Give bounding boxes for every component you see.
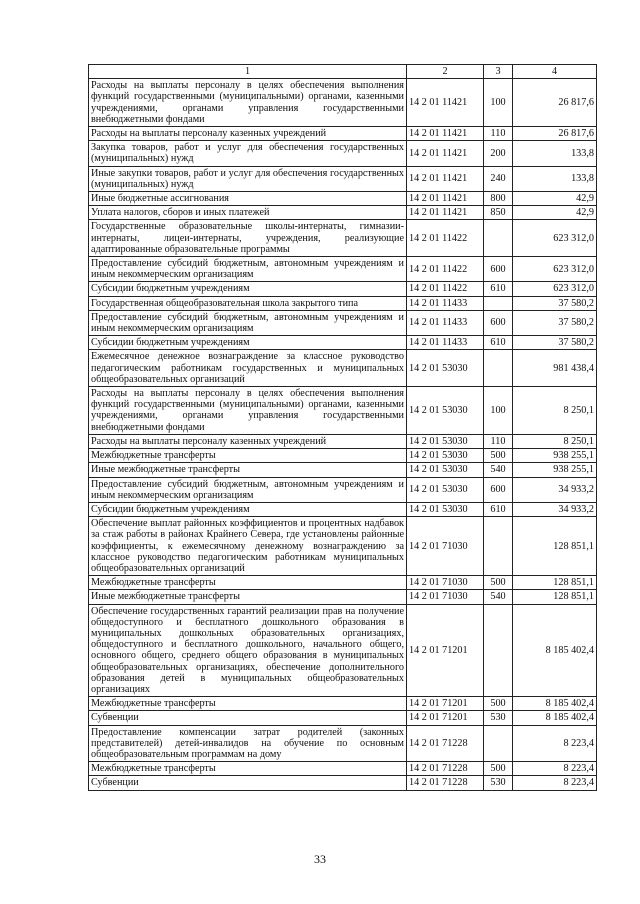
row-vr-cell: 200 — [484, 141, 513, 166]
table-row — [89, 387, 597, 435]
row-sum-cell: 8 223,4 — [513, 776, 597, 790]
row-name-cell: Государственная общеобразовательная школа закрытого типа — [89, 296, 407, 310]
row-vr-cell: 850 — [484, 206, 513, 220]
row-vr-cell: 600 — [484, 310, 513, 335]
row-vr-cell: 540 — [484, 463, 513, 477]
row-sum-cell: 42,9 — [513, 192, 597, 206]
row-sum-cell: 128 851,1 — [513, 590, 597, 604]
row-vr-cell: 800 — [484, 192, 513, 206]
row-code-cell: 14 2 01 11421 — [407, 206, 484, 220]
row-vr-cell: 500 — [484, 762, 513, 776]
row-sum-cell: 133,8 — [513, 166, 597, 191]
row-sum-cell: 8 223,4 — [513, 725, 597, 762]
row-code-cell: 14 2 01 11433 — [407, 310, 484, 335]
page-number: 33 — [314, 852, 326, 866]
row-code-cell: 14 2 01 71201 — [407, 697, 484, 711]
table-row — [89, 590, 597, 604]
header-col-1: 1 — [89, 65, 407, 79]
row-name-cell: Иные межбюджетные трансферты — [89, 590, 407, 604]
row-vr-cell: 500 — [484, 576, 513, 590]
row-name-cell: Межбюджетные трансферты — [89, 449, 407, 463]
row-name-cell: Субвенции — [89, 711, 407, 725]
row-vr-cell — [484, 725, 513, 762]
row-sum-cell: 8 185 402,4 — [513, 604, 597, 697]
row-sum-cell: 133,8 — [513, 141, 597, 166]
row-name-cell: Предоставление субсидий бюджетным, автономным учреждениям и иным некоммерческим организациям — [89, 257, 407, 282]
table-row — [89, 477, 597, 502]
row-sum-cell: 623 312,0 — [513, 257, 597, 282]
row-vr-cell: 600 — [484, 257, 513, 282]
row-vr-cell: 610 — [484, 282, 513, 296]
row-code-cell: 14 2 01 53030 — [407, 463, 484, 477]
row-code-cell: 14 2 01 11422 — [407, 257, 484, 282]
row-name-cell: Расходы на выплаты персоналу в целях обеспечения выполнения функций государственными (муниципальными) органами, казенными учреждениями, органами управления государственными внебюджетными фондами — [89, 79, 407, 127]
table-row — [89, 296, 597, 310]
table-row — [89, 463, 597, 477]
row-code-cell: 14 2 01 71030 — [407, 576, 484, 590]
row-vr-cell: 100 — [484, 387, 513, 435]
table-row — [89, 449, 597, 463]
row-sum-cell: 37 580,2 — [513, 336, 597, 350]
row-sum-cell: 8 185 402,4 — [513, 697, 597, 711]
row-name-cell: Обеспечение выплат районных коэффициентов и процентных надбавок за стаж работы в районах Крайнего Севера, где установлены районные коэффициенты, к ежемесячному денежному вознаграждению за классное руководство педагогическим работникам муниципальных общеобразовательных организаций — [89, 517, 407, 576]
row-vr-cell: 100 — [484, 79, 513, 127]
header-row — [89, 65, 597, 79]
row-vr-cell: 240 — [484, 166, 513, 191]
row-sum-cell: 8 223,4 — [513, 762, 597, 776]
row-sum-cell: 34 933,2 — [513, 477, 597, 502]
row-sum-cell: 623 312,0 — [513, 220, 597, 257]
row-code-cell: 14 2 01 11421 — [407, 127, 484, 141]
row-name-cell: Иные закупки товаров, работ и услуг для обеспечения государственных (муниципальных) нужд — [89, 166, 407, 191]
row-sum-cell: 623 312,0 — [513, 282, 597, 296]
row-name-cell: Расходы на выплаты персоналу в целях обеспечения выполнения функций государственными (муниципальными) органами, казенными учреждениями, органами управления государственными внебюджетными фондами — [89, 387, 407, 435]
row-code-cell: 14 2 01 11433 — [407, 336, 484, 350]
row-vr-cell — [484, 517, 513, 576]
table-row — [89, 220, 597, 257]
row-sum-cell: 8 250,1 — [513, 387, 597, 435]
row-name-cell: Расходы на выплаты персоналу казенных учреждений — [89, 434, 407, 448]
row-code-cell: 14 2 01 53030 — [407, 502, 484, 516]
table-row — [89, 762, 597, 776]
row-sum-cell: 981 438,4 — [513, 350, 597, 387]
table-row — [89, 79, 597, 127]
row-code-cell: 14 2 01 11433 — [407, 296, 484, 310]
row-code-cell: 14 2 01 71030 — [407, 517, 484, 576]
row-name-cell: Расходы на выплаты персоналу казенных учреждений — [89, 127, 407, 141]
row-name-cell: Государственные образовательные школы-интернаты, гимназии-интернаты, лицеи-интернаты, учреждения, реализующие адаптированные образовательные программы — [89, 220, 407, 257]
row-sum-cell: 34 933,2 — [513, 502, 597, 516]
row-vr-cell: 610 — [484, 336, 513, 350]
row-vr-cell: 110 — [484, 127, 513, 141]
budget-table — [88, 64, 597, 791]
row-sum-cell: 128 851,1 — [513, 576, 597, 590]
table-row — [89, 166, 597, 191]
row-code-cell: 14 2 01 11422 — [407, 220, 484, 257]
table-row — [89, 192, 597, 206]
row-sum-cell: 37 580,2 — [513, 296, 597, 310]
row-code-cell: 14 2 01 71228 — [407, 725, 484, 762]
table-row — [89, 604, 597, 697]
table-row — [89, 434, 597, 448]
row-code-cell: 14 2 01 71201 — [407, 711, 484, 725]
row-name-cell: Субвенции — [89, 776, 407, 790]
row-vr-cell — [484, 296, 513, 310]
row-code-cell: 14 2 01 53030 — [407, 434, 484, 448]
row-vr-cell: 530 — [484, 776, 513, 790]
table-row — [89, 141, 597, 166]
row-code-cell: 14 2 01 71030 — [407, 590, 484, 604]
row-vr-cell — [484, 604, 513, 697]
table-row — [89, 282, 597, 296]
row-vr-cell: 540 — [484, 590, 513, 604]
row-code-cell: 14 2 01 53030 — [407, 449, 484, 463]
row-sum-cell: 128 851,1 — [513, 517, 597, 576]
row-name-cell: Межбюджетные трансферты — [89, 576, 407, 590]
row-code-cell: 14 2 01 11421 — [407, 79, 484, 127]
table-row — [89, 725, 597, 762]
header-col-4: 4 — [513, 65, 597, 79]
table-row — [89, 576, 597, 590]
row-vr-cell: 610 — [484, 502, 513, 516]
row-code-cell: 14 2 01 53030 — [407, 350, 484, 387]
row-code-cell: 14 2 01 71228 — [407, 762, 484, 776]
row-name-cell: Ежемесячное денежное вознаграждение за классное руководство педагогическим работникам государственных и муниципальных общеобразовательных организаций — [89, 350, 407, 387]
row-code-cell: 14 2 01 11421 — [407, 166, 484, 191]
header-col-3: 3 — [484, 65, 513, 79]
row-sum-cell: 42,9 — [513, 206, 597, 220]
row-name-cell: Предоставление компенсации затрат родителей (законных представителей) детей-инвалидов на обучение по основным общеобразовательным программам на дому — [89, 725, 407, 762]
row-sum-cell: 8 250,1 — [513, 434, 597, 448]
table-row — [89, 697, 597, 711]
row-vr-cell — [484, 220, 513, 257]
table-row — [89, 206, 597, 220]
table-row — [89, 350, 597, 387]
header-col-2: 2 — [407, 65, 484, 79]
table-row — [89, 336, 597, 350]
row-name-cell: Иные межбюджетные трансферты — [89, 463, 407, 477]
row-sum-cell: 8 185 402,4 — [513, 711, 597, 725]
row-name-cell: Уплата налогов, сборов и иных платежей — [89, 206, 407, 220]
row-sum-cell: 26 817,6 — [513, 79, 597, 127]
row-name-cell: Обеспечение государственных гарантий реализации прав на получение общедоступного и бесплатного дошкольного образования в муниципальных дошкольных образовательных организациях, общедоступного и бесплатного дошкольного, начального общего, основного общего, среднего общего образования в муниципальных общеобразовательных организациях, обеспечение дополнительного образования детей в муниципальных общеобразовательных организациях — [89, 604, 407, 697]
table-row — [89, 310, 597, 335]
row-sum-cell: 938 255,1 — [513, 449, 597, 463]
table-row — [89, 711, 597, 725]
row-code-cell: 14 2 01 71201 — [407, 604, 484, 697]
row-name-cell: Закупка товаров, работ и услуг для обеспечения государственных (муниципальных) нужд — [89, 141, 407, 166]
row-name-cell: Предоставление субсидий бюджетным, автономным учреждениям и иным некоммерческим организациям — [89, 310, 407, 335]
row-sum-cell: 37 580,2 — [513, 310, 597, 335]
table-row — [89, 776, 597, 790]
row-code-cell: 14 2 01 53030 — [407, 387, 484, 435]
row-code-cell: 14 2 01 71228 — [407, 776, 484, 790]
row-vr-cell: 600 — [484, 477, 513, 502]
row-code-cell: 14 2 01 11421 — [407, 141, 484, 166]
row-name-cell: Субсидии бюджетным учреждениям — [89, 336, 407, 350]
table-row — [89, 127, 597, 141]
row-sum-cell: 26 817,6 — [513, 127, 597, 141]
row-vr-cell: 500 — [484, 697, 513, 711]
row-vr-cell: 530 — [484, 711, 513, 725]
row-name-cell: Межбюджетные трансферты — [89, 762, 407, 776]
row-vr-cell — [484, 350, 513, 387]
row-code-cell: 14 2 01 53030 — [407, 477, 484, 502]
table-row — [89, 517, 597, 576]
row-name-cell: Субсидии бюджетным учреждениям — [89, 282, 407, 296]
row-name-cell: Иные бюджетные ассигнования — [89, 192, 407, 206]
table-row — [89, 257, 597, 282]
table-row — [89, 502, 597, 516]
row-name-cell: Предоставление субсидий бюджетным, автономным учреждениям и иным некоммерческим организациям — [89, 477, 407, 502]
row-name-cell: Межбюджетные трансферты — [89, 697, 407, 711]
row-name-cell: Субсидии бюджетным учреждениям — [89, 502, 407, 516]
row-vr-cell: 500 — [484, 449, 513, 463]
row-vr-cell: 110 — [484, 434, 513, 448]
row-code-cell: 14 2 01 11421 — [407, 192, 484, 206]
row-code-cell: 14 2 01 11422 — [407, 282, 484, 296]
row-sum-cell: 938 255,1 — [513, 463, 597, 477]
